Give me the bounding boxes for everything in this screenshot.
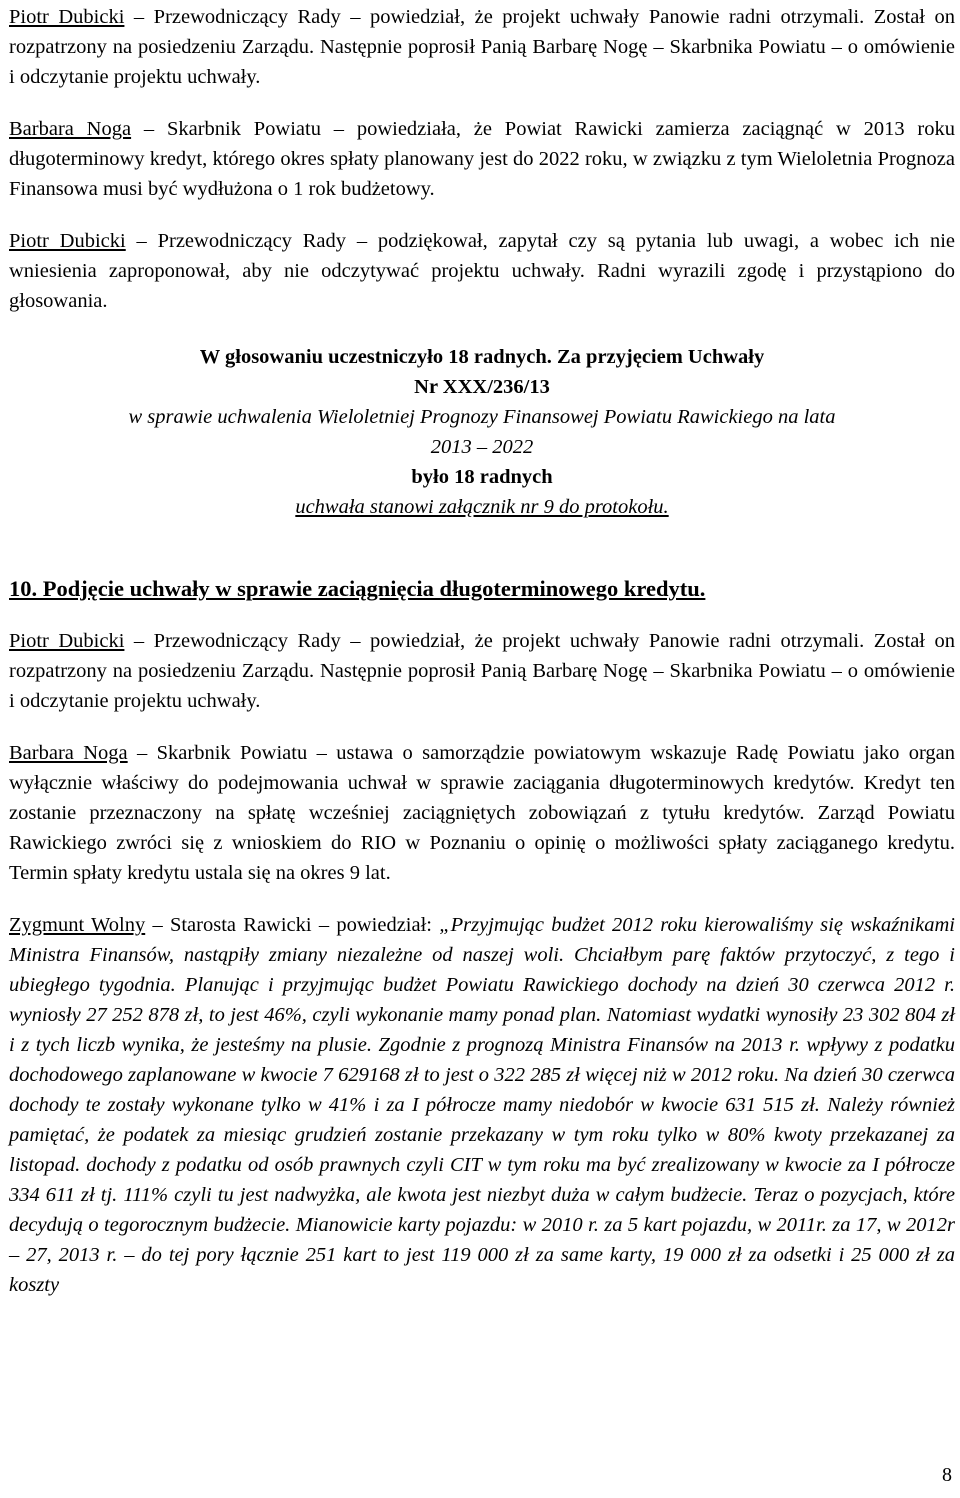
- paragraph-text: – Skarbnik Powiatu – powiedziała, że Powiat Rawicki zamierza zaciągnąć w 2013 roku długoterminowy kredyt, którego okres spłaty planowany jest do 2022 roku, w związku z tym Wieloletnia Prognoza Finansowa musi być wydłużona o 1 rok budżetowy.: [9, 118, 955, 200]
- attachment-note: uchwała stanowi załącznik nr 9 do protokołu.: [295, 496, 669, 518]
- paragraph: [9, 226, 955, 316]
- vote-result-block: [9, 342, 955, 522]
- paragraph-text: – Starosta Rawicki – powiedział:: [145, 914, 440, 936]
- paragraph-text: – Przewodniczący Rady – powiedział, że projekt uchwały Panowie radni otrzymali. Został on rozpatrzony na posiedzeniu Zarządu. Następnie poprosił Panią Barbarę Nogę – Skarbnika Powiatu – o omówienie i odczytanie projektu uchwały.: [9, 6, 955, 88]
- resolution-number: Nr XXX/236/13: [414, 376, 550, 398]
- speaker-name: Piotr Dubicki: [9, 630, 125, 652]
- vote-line: W głosowaniu uczestniczyło 18 radnych. Za przyjęciem Uchwały: [199, 346, 765, 368]
- speaker-name: Zygmunt Wolny: [9, 914, 146, 936]
- paragraph: [9, 2, 955, 92]
- paragraph: [9, 114, 955, 204]
- paragraph-text: – Skarbnik Powiatu – ustawa o samorządzie powiatowym wskazuje Radę Powiatu jako organ wyłącznie właściwy do podejmowania uchwał w sprawie zaciągania długoterminowych kredytów. Kredyt ten zostanie przeznaczony na spłatę wcześniej zaciągniętych zobowiązań z tytułu kredytów. Zarząd Powiatu Rawickiego zwróci się z wnioskiem do RIO w Poznaniu o opinię o możliwości spłaty zaciąganego kredytu. Termin spłaty kredytu ustala się na okres 9 lat.: [9, 742, 955, 884]
- quote-text: „Przyjmując budżet 2012 roku kierowaliśmy się wskaźnikami Ministra Finansów, nastąpiły zmiany niezależne od naszej woli. Chciałbym parę faktów przytoczyć, z tego i ubiegłego tygodnia. Planując i przyjmując budżet Powiatu Rawickiego dochody na dzień 30 czerwca 2012 r. wyniosły 27 252 878 zł, to jest 46%, czyli wykonanie mamy ponad plan. Natomiast wydatki wynosiły 23 302 804 zł i z tych liczb wynika, że jesteśmy na plusie. Zgodnie z prognozą Ministra Finansów na 2013 r. wpływy z podatku dochodowego zaplanowane w kwocie 7 629168 zł to jest o 322 285 zł więcej niż w 2012 roku. Na dzień 30 czerwca dochody te zostały wykonane tylko w 41% i za I półrocze mamy niedobór w kwocie 631 515 zł. Należy również pamiętać, że podatek za miesiąc grudzień zostanie przekazany w tym roku tylko w 80% kwoty przekazanej za listopad. dochody z podatku od osób prawnych czyli CIT w tym roku ma być zrealizowany w kwocie za I półrocze 334 611 zł tj. 111% czyli tu jest nadwyżka, ale kwota jest niezbyt duża w całym budżecie. Teraz o pozycjach, które decydują o tegorocznym budżecie. Mianowicie karty pojazdu: w 2010 r. za 5 kart pojazdu, w 2011r. za 17, w 2012r – 27, 2013 r. – do tej pory łącznie 251 kart to jest 119 000 zł za same karty, 19 000 zł za odsetki i 25 000 zł za koszty: [9, 914, 955, 1296]
- speaker-name: Barbara Noga: [9, 118, 132, 140]
- vote-count: było 18 radnych: [411, 466, 553, 488]
- resolution-subject: w sprawie uchwalenia Wieloletniej Prognozy Finansowej Powiatu Rawickiego na lata: [128, 406, 836, 428]
- document-page: [9, 0, 955, 1300]
- paragraph-text: – Przewodniczący Rady – powiedział, że projekt uchwały Panowie radni otrzymali. Został on rozpatrzony na posiedzeniu Zarządu. Następnie poprosił Panią Barbarę Nogę – Skarbnika Powiatu – o omówienie i odczytanie projektu uchwały.: [9, 630, 955, 712]
- section-heading: 10. Podjęcie uchwały w sprawie zaciągnięcia długoterminowego kredytu.: [9, 576, 706, 601]
- speaker-name: Piotr Dubicki: [9, 230, 126, 252]
- resolution-years: 2013 – 2022: [430, 436, 534, 458]
- paragraph: [9, 738, 955, 888]
- paragraph: [9, 910, 955, 1300]
- paragraph-text: – Przewodniczący Rady – podziękował, zapytał czy są pytania lub uwagi, a wobec ich nie wniesienia zaproponował, aby nie odczytywać projektu uchwały. Radni wyrazili zgodę i przystąpiono do głosowania.: [9, 230, 955, 312]
- speaker-name: Piotr Dubicki: [9, 6, 125, 28]
- paragraph: [9, 626, 955, 716]
- page-number: 8: [942, 1464, 952, 1486]
- speaker-name: Barbara Noga: [9, 742, 128, 764]
